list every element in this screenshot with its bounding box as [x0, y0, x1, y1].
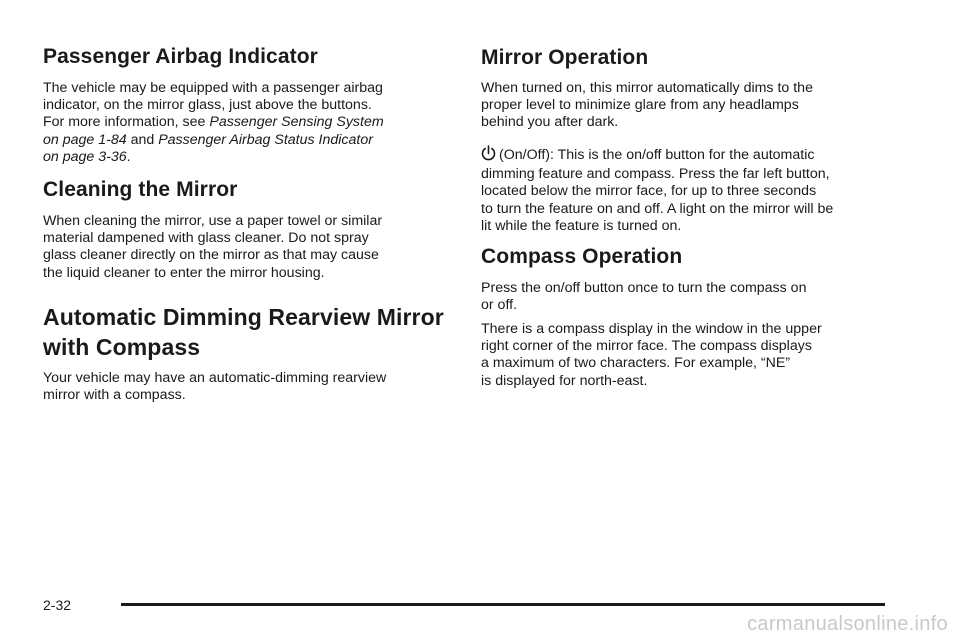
power-icon — [481, 145, 496, 162]
heading-automatic-dimming-line1: Automatic Dimming Rearview Mirror — [43, 304, 444, 330]
paragraph-on-off-button: (On/Off): This is the on/off button for the automatic dimming feature and compass. Press the far left button, located below the mirror face, for up to three seconds to turn the feature on and off. A light on the mirror will be lit while the feature is turned on. — [481, 147, 834, 234]
paragraph-automatic-dimming: Your vehicle may have an automatic-dimming rearview mirror with a compass. — [43, 370, 387, 404]
link-passenger-airbag-status-indicator[interactable]: Passenger Airbag Status Indicator — [158, 131, 373, 148]
heading-passenger-airbag-indicator: Passenger Airbag Indicator — [43, 45, 318, 68]
heading-mirror-operation: Mirror Operation — [481, 46, 649, 69]
link-passenger-sensing-system[interactable]: Passenger Sensing System — [209, 114, 384, 131]
paragraph-cleaning-mirror: When cleaning the mirror, use a paper towel or similar material dampened with glass cleaner. Do not spray glass cleaner directly on the mirror as that may cause the liquid cleaner to enter the mirror housing. — [43, 213, 383, 281]
paragraph-compass-display: There is a compass display in the window in the upper right corner of the mirror face. The compass displays a maximum of two characters. For example, “NE” is displayed for north-east. — [481, 321, 822, 389]
footer-divider — [121, 603, 885, 606]
page-number: 2-32 — [43, 597, 72, 613]
heading-compass-operation: Compass Operation — [481, 245, 683, 268]
heading-automatic-dimming-line2: with Compass — [43, 334, 201, 360]
paragraph-passenger-airbag: The vehicle may be equipped with a passenger airbag indicator, on the mirror glass, just above the buttons. For more information, see Passenger Sensing System on page 1-84 and Passenger Airbag Status Indicator on page 3-36. — [43, 80, 384, 165]
paragraph-mirror-operation: When turned on, this mirror automatically dims to the proper level to minimize glare from any headlamps behind you after dark. — [481, 80, 813, 131]
heading-cleaning-the-mirror: Cleaning the Mirror — [43, 178, 238, 201]
link-page-1-84[interactable]: on page 1-84 — [43, 131, 127, 148]
watermark: carmanualsonline.info — [747, 613, 948, 635]
paragraph-compass-onoff: Press the on/off button once to turn the compass on or off. — [481, 280, 807, 314]
link-page-3-36[interactable]: on page 3-36 — [43, 148, 127, 165]
